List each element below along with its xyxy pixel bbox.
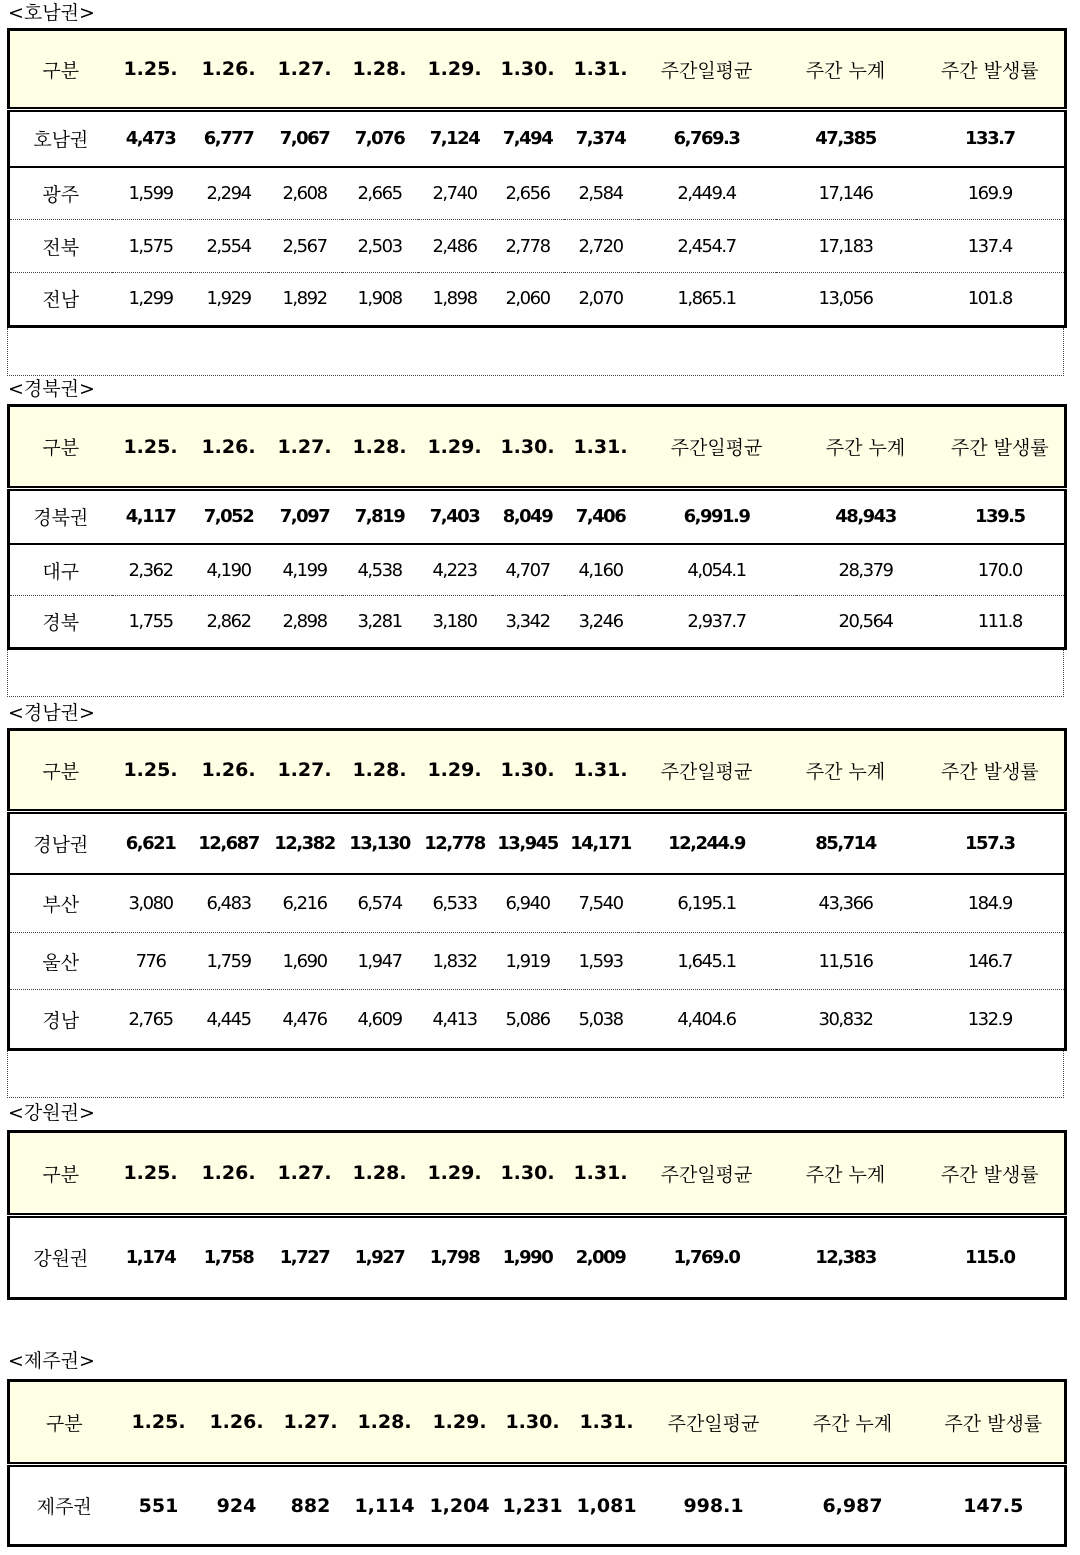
table-cell: 7,076: [342, 110, 418, 167]
section-spacer: [7, 1051, 1064, 1098]
table-cell: 4,609: [357, 1008, 402, 1030]
table-cell: 2,740: [418, 167, 492, 220]
col-header-date: 1.31.: [564, 730, 638, 812]
table-cell: 48,943: [796, 489, 936, 544]
table-cell: 1,865.1: [677, 288, 736, 310]
col-header-weekly-total: 주간 누계: [783, 1381, 923, 1465]
table-cell: 3,342: [505, 611, 550, 633]
table-cell: 13,130: [342, 812, 418, 875]
table-header-row: [9, 1132, 1066, 1216]
table-cell: 1,299: [128, 288, 173, 310]
col-header-weekly-rate: 주간 발생률: [936, 406, 1066, 489]
table-cell: 7,540: [564, 874, 638, 932]
table-cell: 4,445: [206, 1008, 251, 1030]
table-cell: 1,990: [502, 1247, 553, 1268]
table-cell: 1,231: [502, 1494, 563, 1517]
col-header-date: 1.30.: [492, 1132, 564, 1216]
table-cell: 8,049: [492, 489, 564, 544]
col-header-date: 1.31.: [564, 30, 638, 110]
table-cell: 1,892: [282, 288, 327, 310]
row-label: 경북권: [9, 489, 112, 544]
col-header-weekly-rate: 주간 발생률: [916, 1132, 1066, 1216]
table-cell: 1,755: [128, 611, 173, 633]
table-cell: 1,898: [432, 288, 477, 310]
row-label: 전남: [42, 289, 80, 312]
gangwon-table: [7, 1130, 1067, 1300]
table-header-row: [9, 30, 1066, 110]
table-cell: 7,406: [564, 489, 638, 544]
table-cell: 4,223: [418, 544, 492, 596]
table-cell: 1,599: [112, 167, 190, 220]
col-header-weekly-daily-average: 주간일평균: [638, 730, 776, 812]
table-cell: 147.5: [963, 1494, 1024, 1517]
table-cell: 12,687: [190, 812, 268, 875]
table-cell: 2,584: [564, 167, 638, 220]
col-header-date: 1.26.: [190, 30, 268, 110]
table-cell: 1,174: [125, 1247, 176, 1268]
row-label: 경남권: [9, 812, 112, 875]
table-row: [9, 220, 1066, 272]
table-cell: 4,160: [564, 544, 638, 596]
table-cell: 13,056: [818, 288, 873, 310]
col-header-date: 1.30.: [492, 730, 564, 812]
table-cell: 6,987: [822, 1494, 883, 1517]
table-cell: 111.8: [977, 611, 1022, 633]
table-cell: 1,727: [279, 1247, 330, 1268]
table-cell: 5,086: [505, 1008, 550, 1030]
table-row-region-total: [9, 110, 1066, 167]
table-cell: 7,374: [564, 110, 638, 167]
row-label: 호남권: [9, 110, 112, 167]
table-cell: 1,798: [429, 1247, 480, 1268]
col-header-date: 1.25.: [112, 30, 190, 110]
table-cell: 2,778: [492, 220, 564, 272]
table-cell: 12,383: [815, 1247, 876, 1268]
col-header-category: 구분: [9, 406, 112, 489]
table-cell: 157.3: [916, 812, 1066, 875]
table-row: [9, 874, 1066, 932]
table-cell: 11,516: [776, 933, 916, 990]
table-cell: 4,473: [112, 110, 190, 167]
table-row-region-total: [9, 489, 1066, 544]
jeju-table: [7, 1379, 1067, 1547]
table-cell: 12,778: [418, 812, 492, 875]
table-cell: 169.9: [916, 167, 1066, 220]
table-row-region-total: [9, 812, 1066, 875]
table-cell: 2,554: [190, 220, 268, 272]
col-header-category: 구분: [9, 1132, 112, 1216]
table-cell: 1,908: [357, 288, 402, 310]
col-header-date: 1.25.: [119, 1381, 199, 1465]
section-spacer: [7, 328, 1064, 376]
section-title-gyeongbuk: <경북권>: [8, 378, 95, 400]
row-label: 대구: [9, 544, 112, 596]
table-row: [9, 544, 1066, 596]
table-cell: 6,769.3: [638, 110, 776, 167]
col-header-date: 1.27.: [268, 730, 342, 812]
table-cell: 1,204: [429, 1494, 490, 1517]
col-header-date: 1.30.: [497, 1381, 569, 1465]
col-header-date: 1.31.: [564, 1132, 638, 1216]
col-header-weekly-daily-average: 주간일평균: [638, 30, 776, 110]
col-header-date: 1.28.: [347, 1381, 423, 1465]
table-cell: 4,199: [268, 544, 342, 596]
table-cell: 6,533: [418, 874, 492, 932]
table-cell: 2,060: [505, 288, 550, 310]
col-header-date: 1.28.: [342, 30, 418, 110]
table-header-row: [9, 406, 1066, 489]
table-cell: 1,929: [206, 288, 251, 310]
table-cell: 1,114: [354, 1494, 415, 1517]
table-cell: 4,476: [282, 1008, 327, 1030]
col-header-weekly-total: 주간 누계: [776, 1132, 916, 1216]
col-header-date: 1.25.: [112, 406, 190, 489]
table-cell: 2,937.7: [687, 611, 746, 633]
table-cell: 137.4: [916, 220, 1066, 272]
table-cell: 1,927: [354, 1247, 405, 1268]
table-cell: 2,503: [342, 220, 418, 272]
table-cell: 2,656: [492, 167, 564, 220]
table-cell: 4,054.1: [638, 544, 796, 596]
row-label: 울산: [9, 933, 112, 990]
table-cell: 184.9: [916, 874, 1066, 932]
table-row: [9, 167, 1066, 220]
table-cell: 101.8: [967, 288, 1012, 310]
col-header-date: 1.28.: [342, 1132, 418, 1216]
col-header-date: 1.27.: [268, 1132, 342, 1216]
table-cell: 7,052: [190, 489, 268, 544]
table-cell: 2,567: [268, 220, 342, 272]
table-cell: 43,366: [776, 874, 916, 932]
table-cell: 551: [138, 1494, 179, 1517]
section-title-jeju: <제주권>: [8, 1350, 95, 1372]
table-cell: 1,919: [492, 933, 564, 990]
table-row-region-total: [9, 1216, 1066, 1299]
col-header-category: 구분: [9, 730, 112, 812]
col-header-date: 1.25.: [112, 1132, 190, 1216]
gyeongbuk-table: [7, 404, 1067, 650]
table-cell: 1,832: [418, 933, 492, 990]
table-cell: 2,608: [268, 167, 342, 220]
table-cell: 139.5: [936, 489, 1066, 544]
row-label: 부산: [9, 874, 112, 932]
table-cell: 7,494: [492, 110, 564, 167]
table-cell: 2,898: [282, 611, 327, 633]
row-label: 전북: [9, 220, 112, 272]
table-cell: 7,819: [342, 489, 418, 544]
col-header-weekly-total: 주간 누계: [796, 406, 936, 489]
section-title-honam: <호남권>: [8, 2, 95, 24]
table-cell: 3,281: [357, 611, 402, 633]
table-cell: 3,246: [578, 611, 623, 633]
table-row: [9, 990, 1066, 1050]
col-header-category: 구분: [9, 1381, 119, 1465]
table-row: [9, 596, 1066, 649]
section-title-gangwon: <강원권>: [8, 1102, 95, 1124]
col-header-date: 1.29.: [418, 730, 492, 812]
col-header-date: 1.30.: [492, 406, 564, 489]
col-header-date: 1.27.: [268, 30, 342, 110]
table-cell: 1,947: [342, 933, 418, 990]
table-cell: 6,777: [190, 110, 268, 167]
table-cell: 170.0: [936, 544, 1066, 596]
col-header-date: 1.27.: [275, 1381, 347, 1465]
col-header-date: 1.27.: [268, 406, 342, 489]
table-cell: 6,483: [190, 874, 268, 932]
table-cell: 2,454.7: [638, 220, 776, 272]
table-header-row: [9, 1381, 1066, 1465]
table-cell: 6,621: [112, 812, 190, 875]
table-cell: 17,146: [776, 167, 916, 220]
col-header-date: 1.26.: [199, 1381, 275, 1465]
table-cell: 1,759: [190, 933, 268, 990]
col-header-weekly-rate: 주간 발생률: [916, 30, 1066, 110]
col-header-date: 1.28.: [342, 406, 418, 489]
col-header-weekly-rate: 주간 발생률: [916, 730, 1066, 812]
table-cell: 12,382: [268, 812, 342, 875]
col-header-weekly-total: 주간 누계: [776, 30, 916, 110]
col-header-date: 1.31.: [569, 1381, 645, 1465]
col-header-weekly-daily-average: 주간일평균: [638, 406, 796, 489]
col-header-date: 1.29.: [423, 1381, 497, 1465]
table-cell: 47,385: [776, 110, 916, 167]
table-cell: 6,940: [492, 874, 564, 932]
section-title-gyeongnam: <경남권>: [8, 702, 95, 724]
table-cell: 14,171: [564, 812, 638, 875]
col-header-date: 1.29.: [418, 30, 492, 110]
table-cell: 4,413: [432, 1008, 477, 1030]
col-header-date: 1.26.: [190, 406, 268, 489]
table-cell: 1,690: [268, 933, 342, 990]
col-header-weekly-daily-average: 주간일평균: [638, 1132, 776, 1216]
col-header-date: 1.26.: [190, 730, 268, 812]
table-cell: 2,486: [418, 220, 492, 272]
table-cell: 776: [112, 933, 190, 990]
table-cell: 7,097: [268, 489, 342, 544]
table-cell: 6,991.9: [638, 489, 796, 544]
row-label: 제주권: [36, 1496, 92, 1518]
table-cell: 1,081: [576, 1494, 637, 1517]
table-cell: 2,362: [112, 544, 190, 596]
table-cell: 133.7: [916, 110, 1066, 167]
table-cell: 2,070: [578, 288, 623, 310]
table-cell: 6,195.1: [638, 874, 776, 932]
table-cell: 6,574: [342, 874, 418, 932]
table-cell: 7,403: [418, 489, 492, 544]
table-cell: 28,379: [796, 544, 936, 596]
col-header-category: 구분: [9, 30, 112, 110]
col-header-date: 1.29.: [418, 1132, 492, 1216]
table-cell: 7,067: [268, 110, 342, 167]
table-cell: 12,244.9: [638, 812, 776, 875]
table-cell: 2,720: [564, 220, 638, 272]
table-cell: 2,765: [128, 1008, 173, 1030]
table-cell: 2,665: [342, 167, 418, 220]
table-cell: 924: [216, 1494, 257, 1517]
table-cell: 85,714: [776, 812, 916, 875]
table-cell: 4,117: [112, 489, 190, 544]
table-cell: 132.9: [967, 1008, 1012, 1030]
table-row: [9, 272, 1066, 326]
table-cell: 998.1: [683, 1494, 744, 1517]
table-row-region-total: [9, 1465, 1066, 1546]
table-header-row: [9, 730, 1066, 812]
table-cell: 5,038: [578, 1008, 623, 1030]
table-cell: 3,080: [112, 874, 190, 932]
table-cell: 115.0: [965, 1247, 1015, 1268]
table-cell: 3,180: [432, 611, 477, 633]
table-cell: 6,216: [268, 874, 342, 932]
table-cell: 4,190: [190, 544, 268, 596]
row-label: 광주: [9, 167, 112, 220]
table-cell: 2,009: [575, 1247, 626, 1268]
col-header-date: 1.30.: [492, 30, 564, 110]
col-header-date: 1.26.: [190, 1132, 268, 1216]
table-cell: 2,449.4: [638, 167, 776, 220]
table-cell: 1,593: [564, 933, 638, 990]
table-cell: 1,769.0: [673, 1247, 740, 1268]
table-cell: 4,707: [492, 544, 564, 596]
section-spacer: [7, 650, 1064, 697]
col-header-date: 1.25.: [112, 730, 190, 812]
col-header-weekly-total: 주간 누계: [776, 730, 916, 812]
table-cell: 146.7: [916, 933, 1066, 990]
col-header-weekly-daily-average: 주간일평균: [645, 1381, 783, 1465]
table-cell: 1,645.1: [638, 933, 776, 990]
table-cell: 17,183: [776, 220, 916, 272]
table-cell: 4,538: [342, 544, 418, 596]
table-cell: 2,294: [190, 167, 268, 220]
row-label: 경북: [42, 612, 80, 635]
row-label: 경남: [42, 1009, 80, 1032]
table-cell: 13,945: [492, 812, 564, 875]
table-cell: 2,862: [206, 611, 251, 633]
col-header-date: 1.28.: [342, 730, 418, 812]
col-header-weekly-rate: 주간 발생률: [923, 1381, 1066, 1465]
col-header-date: 1.29.: [418, 406, 492, 489]
table-cell: 1,758: [203, 1247, 254, 1268]
gyeongnam-table: [7, 728, 1067, 1051]
honam-table: [7, 28, 1067, 328]
row-label: 강원권: [33, 1248, 89, 1270]
table-cell: 1,575: [112, 220, 190, 272]
col-header-date: 1.31.: [564, 406, 638, 489]
table-cell: 7,124: [418, 110, 492, 167]
table-cell: 4,404.6: [677, 1008, 736, 1030]
table-cell: 20,564: [838, 611, 893, 633]
table-cell: 882: [290, 1494, 331, 1517]
table-row: [9, 933, 1066, 990]
table-cell: 30,832: [818, 1008, 873, 1030]
